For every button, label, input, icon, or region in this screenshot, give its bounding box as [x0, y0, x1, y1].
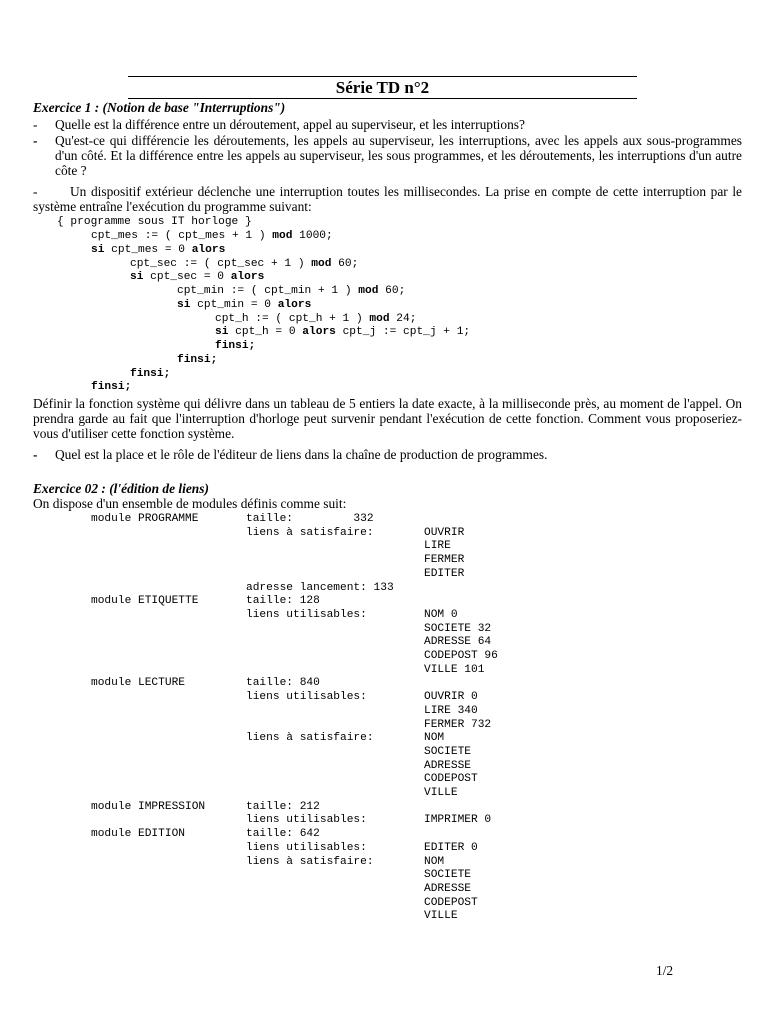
module-link: SOCIETE: [424, 869, 471, 882]
exercise1-question-4: Quel est la place et le rôle de l'éditeur de liens dans la chaîne de production de programmes.: [55, 447, 548, 462]
module-property: liens utilisables:: [246, 608, 367, 621]
code-line: si cpt_min = 0 alors: [177, 299, 312, 311]
title-top-rule: [128, 76, 637, 77]
module-link: VILLE: [424, 910, 458, 923]
code-line: cpt_mes := ( cpt_mes + 1 ) mod 1000;: [91, 230, 333, 242]
module-property: liens utilisables:: [246, 691, 367, 704]
module-property: liens utilisables:: [246, 841, 367, 854]
module-property: liens à satisfaire:: [246, 855, 374, 868]
code-comment: { programme sous IT horloge }: [57, 216, 252, 228]
module-link: CODEPOST 96: [424, 650, 498, 662]
module-link: LIRE: [424, 540, 451, 553]
exercise1-question-1: Quelle est la différence entre un déroutement, appel au superviseur, et les interruptions?: [55, 117, 525, 132]
module-link: IMPRIMER 0: [424, 814, 492, 827]
bullet-dash: -: [33, 184, 38, 199]
module-property: liens à satisfaire:: [246, 732, 374, 745]
exercise2-intro: On dispose d'un ensemble de modules définis comme suit:: [33, 496, 347, 511]
exercise2-heading: Exercice 02 : (l'édition de liens): [33, 481, 209, 496]
module-property: taille: 128: [246, 595, 320, 608]
module-name: module IMPRESSION: [91, 800, 206, 813]
module-link: FERMER: [424, 554, 465, 567]
code-line: finsi;: [91, 381, 132, 393]
module-link: EDITER 0: [424, 841, 478, 854]
module-link: VILLE 101: [424, 663, 485, 676]
module-link: SOCIETE 32: [424, 622, 492, 635]
module-link: NOM 0: [424, 608, 458, 621]
module-link: FERMER 732: [424, 718, 492, 731]
module-link: ADRESSE: [424, 759, 471, 772]
module-link: ADRESSE 64: [424, 636, 492, 649]
module-link: VILLE: [424, 787, 458, 799]
code-line: finsi;: [215, 340, 256, 352]
module-link: NOM: [424, 732, 445, 745]
module-link: ADRESSE: [424, 882, 471, 895]
bullet-dash: -: [33, 447, 38, 462]
module-name: module ETIQUETTE: [91, 595, 199, 608]
module-link: CODEPOST: [424, 773, 478, 786]
code-line: si cpt_mes = 0 alors: [91, 244, 226, 256]
page-title: Série TD n°2: [335, 78, 430, 97]
module-link: LIRE 340: [424, 704, 478, 717]
code-line: cpt_h := ( cpt_h + 1 ) mod 24;: [215, 313, 417, 325]
bullet-dash: -: [33, 117, 38, 132]
exercise1-body-text: Définir la fonction système qui délivre dans un tableau de 5 entiers la date exacte, à la milliseconde près, au moment de l'appel. On prendra garde au fait que l'interruption d'horloge peut survenir pendant l'exécution de cette fonction. Comment vous proposeriez-vous d'utiliser cette fonction système.: [33, 396, 742, 441]
module-link: CODEPOST: [424, 896, 478, 909]
module-link: SOCIETE: [424, 745, 471, 758]
module-name: module PROGRAMME: [91, 513, 199, 525]
module-property: taille: 212: [246, 800, 320, 813]
module-name: module LECTURE: [91, 677, 185, 690]
module-link: OUVRIR 0: [424, 691, 478, 704]
code-line: finsi;: [177, 354, 218, 366]
module-link: EDITER: [424, 567, 465, 580]
module-property: taille: 642: [246, 828, 320, 841]
code-line: cpt_sec := ( cpt_sec + 1 ) mod 60;: [130, 258, 359, 270]
title-bottom-rule: [128, 98, 637, 99]
code-line: cpt_min := ( cpt_min + 1 ) mod 60;: [177, 285, 406, 297]
code-line: finsi;: [130, 368, 171, 380]
module-property: adresse lancement: 133: [246, 581, 394, 594]
module-link: NOM: [424, 855, 445, 868]
module-property: liens utilisables:: [246, 814, 367, 827]
code-line: si cpt_h = 0 alors cpt_j := cpt_j + 1;: [215, 326, 471, 338]
code-line: si cpt_sec = 0 alors: [130, 271, 265, 283]
exercise1-heading: Exercice 1 : (Notion de base "Interruptions"): [33, 100, 286, 115]
module-property: taille: 840: [246, 677, 320, 690]
module-property: taille: 332: [246, 513, 374, 525]
bullet-dash: -: [33, 133, 38, 148]
exercise1-question-2: Qu'est-ce qui différencie les déroutements, les appels au superviseur, les interruptions, avec les appels aux sous-programmes d'un côté. Et la différence entre les appels au superviseur, les sous programmes, et les déroutements, les interruptions d'un autre côte ?: [55, 133, 742, 178]
module-property: liens à satisfaire:: [246, 526, 374, 539]
page-number: 1/2: [656, 963, 674, 978]
module-name: module EDITION: [91, 828, 185, 841]
module-link: OUVRIR: [424, 526, 465, 539]
exercise1-question-3: Un dispositif extérieur déclenche une interruption toutes les millisecondes. La prise en compte de cette interruption par le système entraîne l'exécution du programme suivant:: [33, 184, 742, 214]
